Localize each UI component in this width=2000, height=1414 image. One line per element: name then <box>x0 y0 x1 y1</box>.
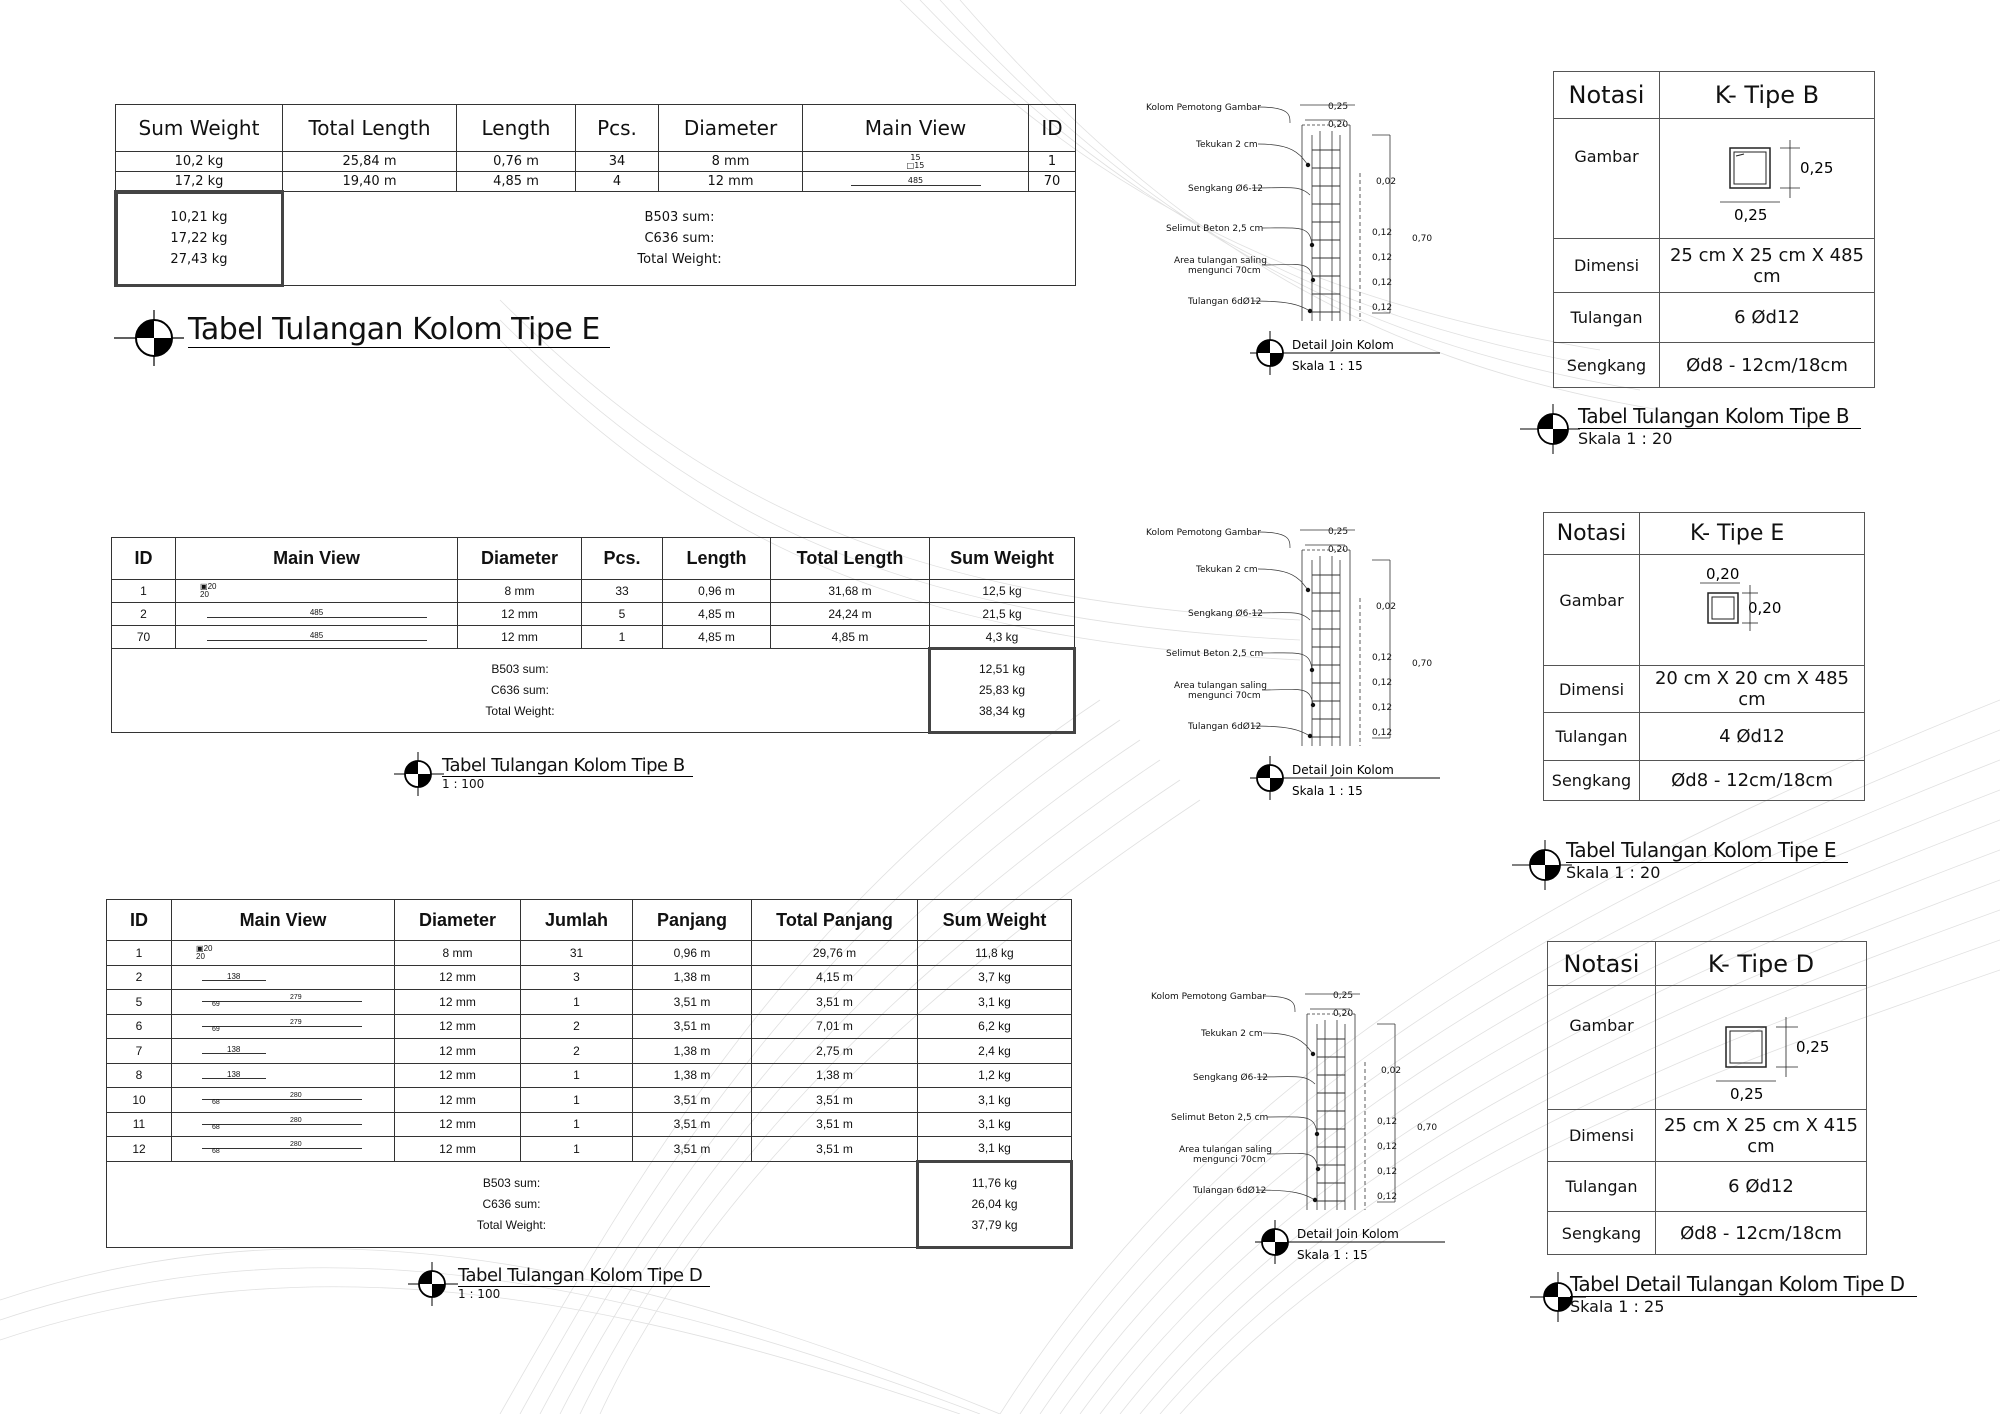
bar-shape-icon: 138 <box>172 965 395 990</box>
weight-sums: 10,21 kg 17,22 kg 27,43 kg <box>116 192 283 286</box>
svg-text:0,20: 0,20 <box>1328 545 1349 555</box>
title-notasi-b: Tabel Tulangan Kolom Tipe B Skala 1 : 20 <box>1578 404 1861 448</box>
col-diameter: Diameter <box>659 105 803 152</box>
notasi-table-tipe-d: Notasi K- Tipe D Gambar 0,25 0,25 Dimensi 25 cm X 25 cm X 415 cm Tulangan 6 Ød12 Sengkang Ød8 - 12cm/18cm <box>1547 941 1867 1255</box>
svg-text:Selimut Beton 2,5 cm: Selimut Beton 2,5 cm <box>1166 224 1264 234</box>
weight-sums: 12,51 kg 25,83 kg 38,34 kg <box>930 649 1075 733</box>
title-notasi-d: Tabel Detail Tulangan Kolom Tipe D Skala 1 : 25 <box>1570 1272 1917 1316</box>
svg-text:0,20: 0,20 <box>1328 120 1349 130</box>
svg-text:Detail Join Kolom: Detail Join Kolom <box>1292 763 1394 777</box>
svg-text:Kolom Pemotong Gambar: Kolom Pemotong Gambar <box>1146 528 1262 538</box>
detail-join-kolom-2 <box>1140 520 1460 810</box>
svg-text:Tekukan 2 cm: Tekukan 2 cm <box>1196 140 1258 150</box>
sum-labels: B503 sum: C636 sum: Total Weight: <box>107 1161 918 1247</box>
svg-text:0,12: 0,12 <box>1372 303 1393 313</box>
svg-text:0,12: 0,12 <box>1377 1117 1398 1127</box>
section-marker-icon <box>394 752 444 796</box>
svg-text:Tulangan 6dØ12: Tulangan 6dØ12 <box>1193 1186 1267 1196</box>
svg-text:0,02: 0,02 <box>1376 177 1397 187</box>
section-marker-icon <box>114 308 184 368</box>
svg-text:0,20: 0,20 <box>1333 1009 1354 1019</box>
svg-text:0,12: 0,12 <box>1377 1142 1398 1152</box>
svg-text:Skala 1 : 15: Skala 1 : 15 <box>1292 359 1363 373</box>
title-tipe-e: Tabel Tulangan Kolom Tipe E <box>188 312 610 348</box>
notasi-table-tipe-e: Notasi K- Tipe E Gambar 0,20 0,20 Dimensi 20 cm X 20 cm X 485 cm Tulangan 4 Ød12 Sengkang Ød8 - 12cm/18cm <box>1543 512 1865 801</box>
svg-text:Sengkang Ø6-12: Sengkang Ø6-12 <box>1188 184 1264 194</box>
svg-text:Kolom Pemotong Gambar: Kolom Pemotong Gambar <box>1151 992 1267 1002</box>
bent-bar-shape-icon: 280 68 <box>172 1112 395 1137</box>
svg-text:Kolom Pemotong Gambar: Kolom Pemotong Gambar <box>1146 103 1262 113</box>
svg-text:mengunci 70cm: mengunci 70cm <box>1188 691 1261 701</box>
bar-shape-icon: 138 <box>172 1039 395 1064</box>
table-row: 2 485 12 mm 5 4,85 m 24,24 m 21,5 kg <box>112 603 1075 626</box>
stirrup-shape-icon: ▣20 20 <box>176 580 458 603</box>
table-row: 10,2 kg 25,84 m 0,76 m 34 8 mm 15 □15 1 <box>116 152 1076 172</box>
svg-text:0,12: 0,12 <box>1372 278 1393 288</box>
svg-text:Skala 1 : 15: Skala 1 : 15 <box>1292 784 1363 798</box>
svg-text:Tekukan 2 cm: Tekukan 2 cm <box>1201 1029 1263 1039</box>
svg-text:Detail Join Kolom: Detail Join Kolom <box>1297 1227 1399 1241</box>
table-row: 12 280 68 12 mm 1 3,51 m 3,51 m 3,1 kg <box>107 1137 1072 1162</box>
table-row: 2 138 12 mm 3 1,38 m 4,15 m 3,7 kg <box>107 965 1072 990</box>
stirrup-shape-icon: ▣20 20 <box>172 941 395 966</box>
svg-text:Sengkang Ø6-12: Sengkang Ø6-12 <box>1188 609 1264 619</box>
table-row: 70 485 12 mm 1 4,85 m 4,85 m 4,3 kg <box>112 626 1075 649</box>
svg-text:Detail Join Kolom: Detail Join Kolom <box>1292 338 1394 352</box>
title-tipe-b: Tabel Tulangan Kolom Tipe B 1 : 100 <box>442 755 693 791</box>
bent-bar-shape-icon: 280 68 <box>172 1137 395 1162</box>
svg-text:0,02: 0,02 <box>1381 1066 1402 1076</box>
svg-text:0,25: 0,25 <box>1328 102 1349 112</box>
table-row: 1 ▣20 20 8 mm 31 0,96 m 29,76 m 11,8 kg <box>107 941 1072 966</box>
bent-bar-shape-icon: 280 68 <box>172 1088 395 1113</box>
rebar-schedule-tipe-e <box>114 104 1076 287</box>
svg-text:0,12: 0,12 <box>1372 703 1393 713</box>
svg-text:0,12: 0,12 <box>1377 1167 1398 1177</box>
title-tipe-d: Tabel Tulangan Kolom Tipe D 1 : 100 <box>458 1265 710 1301</box>
svg-text:0,12: 0,12 <box>1372 228 1393 238</box>
svg-text:0,12: 0,12 <box>1372 653 1393 663</box>
svg-text:0,70: 0,70 <box>1412 234 1433 244</box>
svg-text:0,70: 0,70 <box>1412 659 1433 669</box>
svg-text:Area tulangan saling: Area tulangan saling <box>1174 681 1267 691</box>
bar-shape-icon: 485 <box>176 626 458 649</box>
col-pcs: Pcs. <box>576 105 659 152</box>
col-main-view: Main View <box>803 105 1029 152</box>
svg-text:0,70: 0,70 <box>1417 1123 1438 1133</box>
svg-text:Tulangan 6dØ12: Tulangan 6dØ12 <box>1188 722 1262 732</box>
svg-text:mengunci 70cm: mengunci 70cm <box>1188 266 1261 276</box>
table-row: 10 280 68 12 mm 1 3,51 m 3,51 m 3,1 kg <box>107 1088 1072 1113</box>
svg-text:0,02: 0,02 <box>1376 602 1397 612</box>
notasi-table-tipe-b: Notasi K- Tipe B Gambar 0,25 0,25 Dimensi 25 cm X 25 cm X 485 cm Tulangan 6 Ød12 Sengkang Ød8 - 12cm/18cm <box>1553 71 1875 388</box>
bent-bar-shape-icon: 279 69 <box>172 1014 395 1039</box>
table-row: 7 138 12 mm 2 1,38 m 2,75 m 2,4 kg <box>107 1039 1072 1064</box>
title-notasi-e: Tabel Tulangan Kolom Tipe E Skala 1 : 20 <box>1566 838 1848 882</box>
sum-labels: B503 sum: C636 sum: Total Weight: <box>283 192 1076 286</box>
section-marker-icon <box>1520 404 1580 454</box>
svg-text:0,20: 0,20 <box>1748 599 1782 617</box>
svg-text:0,12: 0,12 <box>1372 253 1393 263</box>
col-total-length: Total Length <box>283 105 457 152</box>
svg-text:Selimut Beton 2,5 cm: Selimut Beton 2,5 cm <box>1171 1113 1269 1123</box>
table-row: 1 ▣20 20 8 mm 33 0,96 m 31,68 m 12,5 kg <box>112 580 1075 603</box>
svg-text:Area tulangan saling: Area tulangan saling <box>1174 256 1267 266</box>
svg-text:0,25: 0,25 <box>1730 1084 1764 1103</box>
bar-shape-icon: 485 <box>176 603 458 626</box>
svg-text:Selimut Beton 2,5 cm: Selimut Beton 2,5 cm <box>1166 649 1264 659</box>
bent-bar-shape-icon: 279 69 <box>172 990 395 1015</box>
detail-join-kolom-1 <box>1140 95 1460 385</box>
table-row: 11 280 68 12 mm 1 3,51 m 3,51 m 3,1 kg <box>107 1112 1072 1137</box>
rebar-schedule-tipe-b: ID Main View Diameter Pcs. Length Total Length Sum Weight 1 ▣20 20 8 mm 33 0,96 m 31,68 m 12,5 kg 2 485 12 mm 5 4,85 m 24,24 m 21,5 kg 70 485 12 mm 1 4,85 m 4,85 m 4,3 kg B503 sum: C636 sum: Total Weight: 12,51 kg 25,83 kg 38,34 kg <box>111 537 1076 734</box>
svg-text:0,25: 0,25 <box>1333 991 1354 1001</box>
svg-text:Sengkang Ø6-12: Sengkang Ø6-12 <box>1193 1073 1269 1083</box>
table-row: 6 279 69 12 mm 2 3,51 m 7,01 m 6,2 kg <box>107 1014 1072 1039</box>
weight-sums: 11,76 kg 26,04 kg 37,79 kg <box>918 1161 1072 1247</box>
svg-text:0,25: 0,25 <box>1796 1037 1830 1056</box>
bar-shape-icon: 138 <box>172 1063 395 1088</box>
svg-text:0,12: 0,12 <box>1372 678 1393 688</box>
svg-text:Skala 1 : 15: Skala 1 : 15 <box>1297 1248 1368 1262</box>
svg-text:0,25: 0,25 <box>1734 205 1768 224</box>
stirrup-shape-icon: 15 □15 <box>803 152 1029 172</box>
col-sum-weight: Sum Weight <box>116 105 283 152</box>
col-length: Length <box>457 105 576 152</box>
table-row: 17,2 kg 19,40 m 4,85 m 4 12 mm 485 70 <box>116 172 1076 192</box>
svg-text:mengunci 70cm: mengunci 70cm <box>1193 1155 1266 1165</box>
svg-text:0,20: 0,20 <box>1706 565 1740 583</box>
rebar-schedule-tipe-d: ID Main View Diameter Jumlah Panjang Total Panjang Sum Weight 1 ▣20 20 8 mm 31 0,96 m 29,76 m 11,8 kg 2 138 12 mm 3 1,38 m 4,15 m 3,7 kg 5 279 69 12 mm 1 3,51 m 3,51 m 3,1 kg 6 279 69 12 mm 2 3,51 m 7,01 m 6,2 kg 7 138 12 mm 2 1,38 m 2,75 m 2,4 kg 8 138 12 mm 1 1,38 m 1,38 m 1,2 kg 10 280 68 12 mm 1 3,51 m 3,51 m 3,1 kg 11 280 68 12 mm 1 3,51 m 3,51 m 3,1 kg 12 280 68 12 mm 1 3,51 m 3,51 m 3,1 kg B503 sum: C636 sum: Total Weight: 11,76 kg 26,04 kg 37,79 kg <box>106 899 1073 1249</box>
svg-text:Area tulangan saling: Area tulangan saling <box>1179 1145 1272 1155</box>
bar-shape-icon: 485 <box>803 172 1029 192</box>
table-row: 8 138 12 mm 1 1,38 m 1,38 m 1,2 kg <box>107 1063 1072 1088</box>
svg-text:0,12: 0,12 <box>1377 1192 1398 1202</box>
table-row: 5 279 69 12 mm 1 3,51 m 3,51 m 3,1 kg <box>107 990 1072 1015</box>
section-marker-icon <box>1512 840 1572 890</box>
column-section-drawing <box>1656 986 1867 1110</box>
svg-text:Tulangan 6dØ12: Tulangan 6dØ12 <box>1188 297 1262 307</box>
svg-text:0,12: 0,12 <box>1372 728 1393 738</box>
svg-text:Tekukan 2 cm: Tekukan 2 cm <box>1196 565 1258 575</box>
section-marker-icon <box>408 1262 458 1306</box>
column-section-drawing <box>1640 555 1865 666</box>
svg-text:0,25: 0,25 <box>1328 527 1349 537</box>
detail-join-kolom-3 <box>1145 984 1465 1274</box>
col-id: ID <box>1029 105 1076 152</box>
column-section-drawing <box>1660 119 1875 239</box>
sum-labels: B503 sum: C636 sum: Total Weight: <box>112 649 930 733</box>
svg-text:0,25: 0,25 <box>1800 158 1834 177</box>
